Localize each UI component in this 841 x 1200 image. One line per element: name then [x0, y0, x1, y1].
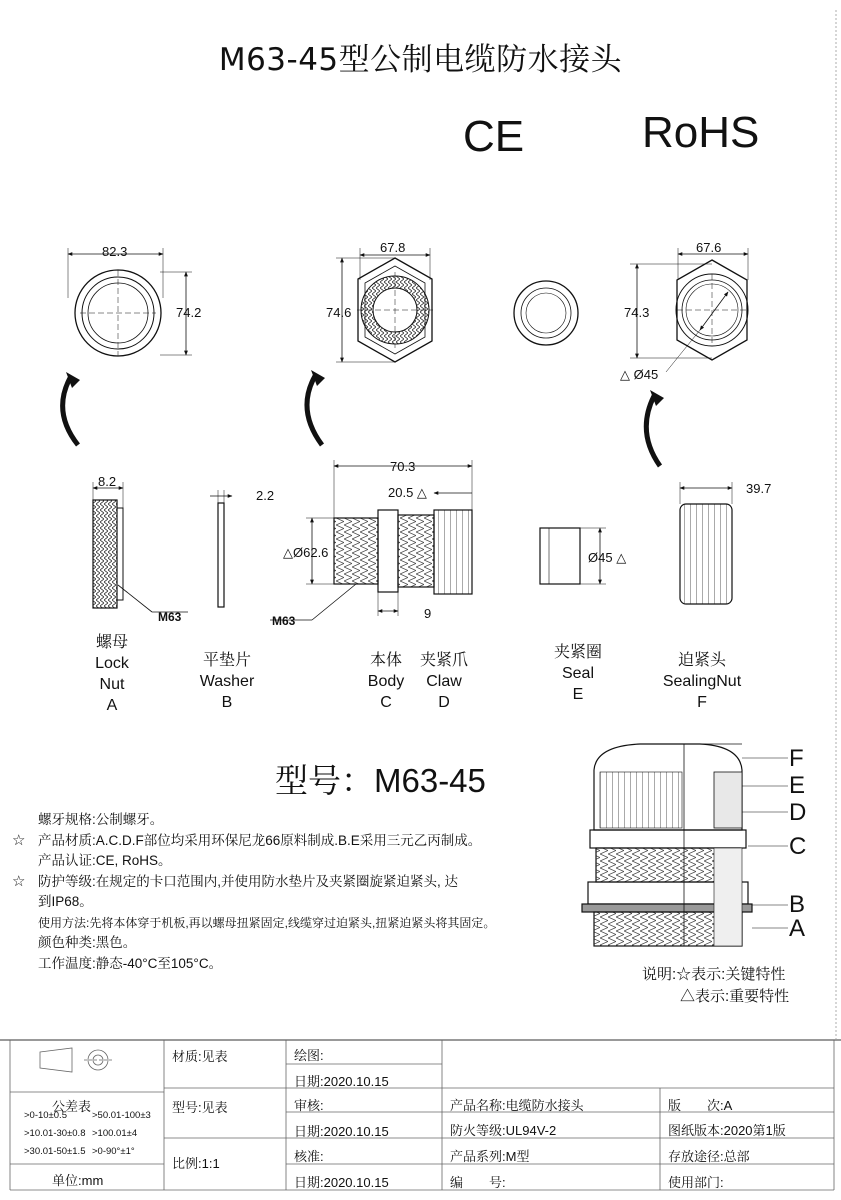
part-label-seal: 夹紧圈 Seal E: [553, 644, 602, 703]
dim-c-width: 67.8: [380, 240, 406, 255]
drawing-title: M63-45型公制电缆防水接头: [218, 42, 623, 78]
review-label: 审核:: [294, 1098, 324, 1113]
part-label-washer: 平垫片 Washer B: [199, 652, 255, 711]
number-label: 编 号:: [450, 1175, 506, 1190]
product-name: 产品名称:电缆防水接头: [450, 1098, 584, 1113]
dim-c-length: 70.3: [390, 459, 416, 474]
drawing-version: 图纸版本:2020第1版: [668, 1123, 786, 1138]
tolerance-row: >30.01-50±1.5: [24, 1146, 86, 1157]
tolerance-row: >0-90°±1°: [92, 1146, 135, 1157]
assembly-arrows: [63, 370, 664, 466]
product-series: 产品系列:M型: [450, 1149, 530, 1164]
washer-side-view: [210, 490, 232, 607]
thread-label-c: M63: [272, 614, 296, 628]
assembly-letter-d: D: [789, 799, 807, 826]
approve-label: 核准:: [294, 1149, 324, 1164]
dim-f-width: 67.6: [696, 240, 722, 255]
material-label: 材质:见表: [172, 1049, 228, 1064]
assembly-letter-a: A: [789, 915, 806, 942]
legend-important-feature: △表示:重要特性: [680, 988, 790, 1005]
lock-nut-side-view: [93, 482, 188, 612]
assembly-letter-b: B: [789, 891, 806, 918]
dim-e-dia: Ø45 △: [588, 550, 627, 565]
dim-c-claw: 20.5 △: [388, 485, 427, 500]
review-date: 日期:2020.10.15: [294, 1124, 389, 1139]
part-label-lock-nut: 螺母 Lock Nut A: [95, 634, 129, 714]
dim-f-height: 74.3: [624, 305, 650, 320]
sealing-nut-side-view: [680, 482, 732, 604]
dim-c-height: 74.6: [326, 305, 352, 320]
unit-label: 单位:mm: [52, 1173, 104, 1188]
dim-c-dia: △Ø62.6: [283, 545, 329, 560]
part-label-claw: 夹紧爪 Claw D: [419, 652, 468, 711]
part-label-sealing-nut: 迫紧头 SealingNut F: [662, 652, 742, 711]
approve-date: 日期:2020.10.15: [294, 1175, 389, 1190]
tolerance-row: >0-10±0.5: [24, 1110, 67, 1121]
body-side-view: [270, 460, 472, 620]
assembly-section-view: [582, 744, 788, 946]
dim-f-bore: △ Ø45: [620, 367, 659, 382]
rohs-mark: RoHS: [642, 108, 760, 157]
model-number: 型号：M63-45: [275, 762, 486, 799]
fire-rating: 防火等级:UL94V-2: [450, 1123, 557, 1138]
thread-label-a: M63: [158, 610, 182, 624]
lock-nut-top-view: [68, 248, 192, 356]
scale-label: 比例:1:1: [172, 1156, 220, 1171]
draw-label: 绘图:: [294, 1048, 324, 1063]
dim-b-thick: 2.2: [256, 488, 275, 503]
ce-mark: CE: [463, 112, 525, 161]
dim-c-thread: 9: [424, 606, 432, 621]
revision-label: 版 次:A: [668, 1098, 733, 1113]
dim-f-length: 39.7: [746, 481, 772, 496]
tolerance-row: >100.01±4: [92, 1128, 138, 1139]
tolerance-row: >50.01-100±3: [92, 1110, 151, 1121]
dim-a-height: 74.2: [176, 305, 202, 320]
assembly-letter-c: C: [789, 833, 807, 860]
model-label: 型号:见表: [172, 1100, 228, 1115]
part-label-body: 本体 Body C: [367, 652, 405, 711]
storage-path: 存放途径:总部: [668, 1149, 750, 1164]
legend-key-feature: 说明:☆表示:关键特性: [642, 966, 786, 983]
dim-a-thick: 8.2: [98, 474, 117, 489]
tolerance-title: 公差表: [52, 1099, 92, 1114]
assembly-letter-f: F: [789, 745, 804, 772]
department-label: 使用部门:: [668, 1175, 724, 1190]
assembly-letter-e: E: [789, 772, 806, 799]
draw-date: 日期:2020.10.15: [294, 1074, 389, 1089]
dim-a-width: 82.3: [102, 244, 128, 259]
tolerance-row: >10.01-30±0.8: [24, 1128, 86, 1139]
seal-top-view: [514, 281, 578, 345]
